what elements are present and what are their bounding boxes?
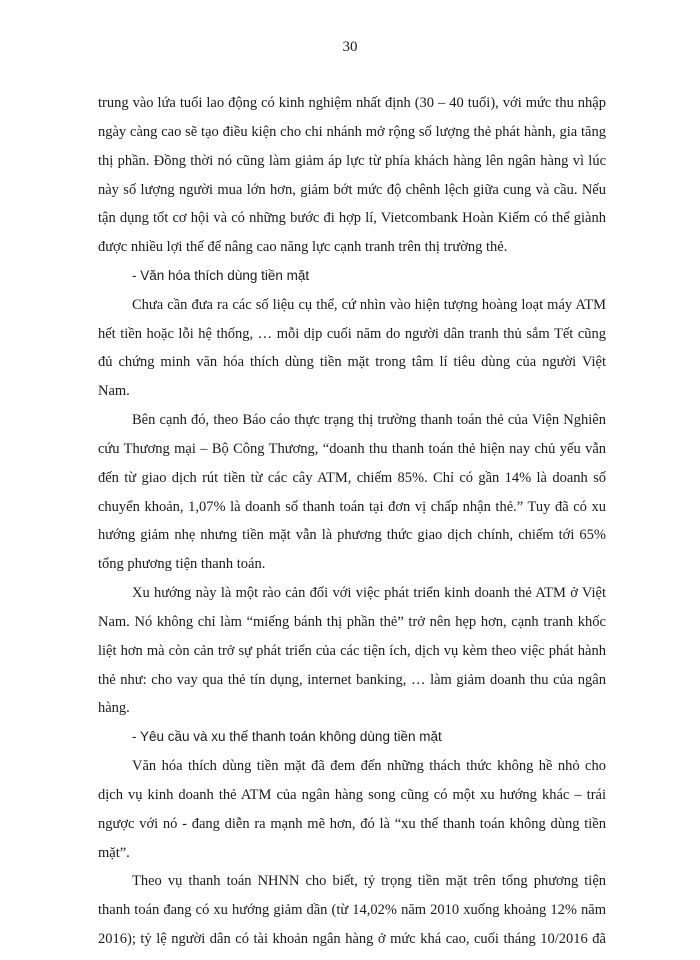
text-line: cứu Thương mại – Bộ Công Thương, “doanh thu thanh toán thẻ hiện nay chủ yếu vẫn bbox=[98, 440, 606, 457]
text-line: Nam. Nó không chỉ làm “miếng bánh thị phần thẻ” trở nên hẹp hơn, cạnh tranh khốc bbox=[98, 613, 606, 630]
text-line: thị phần. Đồng thời nó cũng làm giảm áp lực từ phía khách hàng lên ngân hàng vì lúc bbox=[98, 152, 606, 169]
text-line: này số lượng người mua lớn hơn, giảm bớt mức độ chênh lệch giữa cung và cầu. Nếu bbox=[98, 181, 606, 198]
text-line: Chưa cần đưa ra các số liệu cụ thể, cứ nhìn vào hiện tượng hoàng loạt máy ATM bbox=[132, 296, 606, 313]
text-line: 2016); tỷ lệ người dân có tài khoản ngân hàng ở mức khá cao, cuối tháng 10/2016 đã bbox=[98, 931, 606, 947]
text-line: Văn hóa thích dùng tiền mặt đã đem đến những thách thức không hề nhỏ cho bbox=[132, 758, 606, 774]
text-line: thanh toán đang có xu hướng giảm dần (từ 14,02% năm 2010 xuống khoảng 12% năm bbox=[98, 902, 606, 919]
text-line: Bên cạnh đó, theo Báo cáo thực trạng thị trường thanh toán thẻ của Viện Nghiên bbox=[132, 412, 606, 429]
text-line: ngược với nó - đang diễn ra mạnh mẽ hơn, đó là “xu thế thanh toán không dùng tiền bbox=[98, 815, 606, 832]
text-line: Theo vụ thanh toán NHNN cho biết, tỷ trọng tiền mặt trên tổng phương tiện bbox=[132, 873, 606, 890]
text-line: Nam. bbox=[98, 383, 130, 400]
page-number: 30 bbox=[342, 39, 358, 55]
text-line: hết tiền hoặc lỗi hệ thống, … mỗi dịp cuối năm do người dân tranh thủ sắm Tết cũng bbox=[98, 325, 606, 342]
text-line: liệt hơn mà còn cản trở sự phát triển của các tiện ích, dịch vụ kèm theo việc phát hành bbox=[98, 642, 606, 659]
text-line: đủ chứng minh văn hóa thích dùng tiền mặt trong tâm lí tiêu dùng của người Việt bbox=[98, 354, 606, 371]
text-line: ngày càng cao sẽ tạo điều kiện cho chi nhánh mở rộng số lượng thẻ phát hành, gia tăng bbox=[98, 123, 606, 140]
text-line: đến từ giao dịch rút tiền từ các cây ATM, chiếm 85%. Chỉ có gần 14% là doanh số bbox=[98, 469, 606, 486]
text-line: tổng phương tiện thanh toán. bbox=[98, 556, 266, 573]
text-line: hướng giảm nhẹ nhưng tiền mặt vẫn là phương thức giao dịch chính, chiếm tới 65% bbox=[98, 527, 606, 544]
text-line: hàng. bbox=[98, 700, 130, 717]
text-line: chuyển khoản, 1,07% là doanh số thanh toán tại đơn vị chấp nhận thẻ.” Tuy đã có xu bbox=[98, 498, 606, 515]
text-line: Xu hướng này là một rào cản đối với việc phát triển kinh doanh thẻ ATM ở Việt bbox=[132, 585, 606, 602]
section-heading: - Văn hóa thích dùng tiền mặt bbox=[132, 268, 310, 283]
section-heading: - Yêu cầu và xu thế thanh toán không dùng tiền mặt bbox=[132, 729, 442, 745]
text-line: dịch vụ kinh doanh thẻ ATM của ngân hàng song cũng có một xu hướng khác – trái bbox=[98, 786, 606, 803]
text-line: được nhiều lợi thế để nâng cao năng lực cạnh tranh trên thị trường thẻ. bbox=[98, 239, 508, 256]
text-line: tận dụng tốt cơ hội và có những bước đi hợp lí, Vietcombank Hoàn Kiếm có thể giành bbox=[98, 210, 606, 227]
text-line: trung vào lứa tuổi lao động có kinh nghiệm nhất định (30 – 40 tuổi), với mức thu nhập bbox=[98, 95, 606, 111]
text-line: mặt”. bbox=[98, 844, 130, 861]
text-line: thẻ như: cho vay qua thẻ tín dụng, internet banking, … làm giảm doanh thu của ngân bbox=[98, 671, 606, 688]
